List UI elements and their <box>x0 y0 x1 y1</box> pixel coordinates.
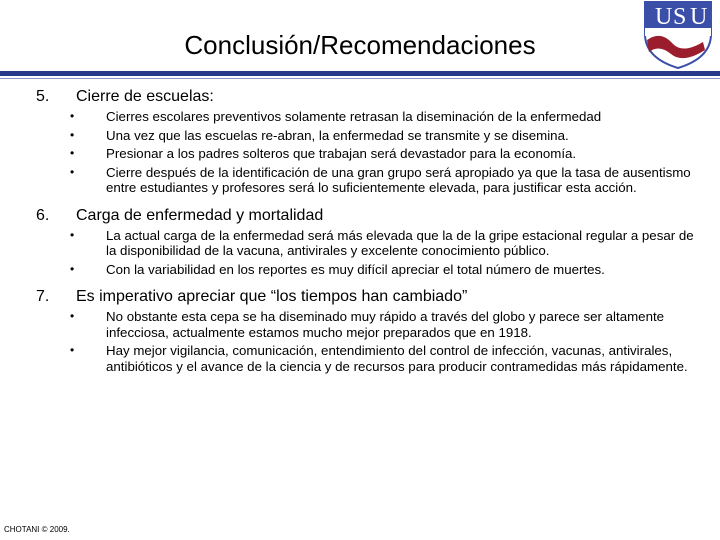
list-item: • Hay mejor vigilancia, comunicación, entendimiento del control de infección, vacunas, antivirales, antibióticos y el avance de la ciencia y de recursos para producir contramedidas más rápidamente. <box>36 343 696 374</box>
section-number: 7. <box>36 288 50 305</box>
slide-title: Conclusión/Recomendaciones <box>184 30 536 60</box>
bullet-list <box>36 309 696 374</box>
section-heading: Cierre de escuelas: <box>76 88 214 105</box>
list-item: • Una vez que las escuelas re-abran, la enfermedad se transmite y se disemina. <box>36 128 696 144</box>
logo-letter-u1: U <box>655 4 673 30</box>
section-number: 6. <box>36 206 50 224</box>
section-heading: Carga de enfermedad y mortalidad <box>76 206 324 224</box>
title-divider-thin <box>0 78 720 79</box>
slide-content <box>36 87 696 384</box>
footer-copyright: CHOTANI © 2009. <box>4 525 70 534</box>
list-item: • La actual carga de la enfermedad será más elevada que la de la gripe estacional regular a pesar de la disponibilidad de la vacuna, antivirales y excelente conocimiento público. <box>36 228 696 259</box>
section-heading: Es imperativo apreciar que “los tiempos han cambiado” <box>76 288 468 305</box>
section-times-changed <box>36 287 696 374</box>
list-item: • Con la variabilidad en los reportes es muy difícil apreciar el total número de muertes. <box>36 262 696 278</box>
bullet-icon: • <box>70 227 75 242</box>
section-number: 5. <box>36 88 50 105</box>
section-disease-burden <box>36 206 696 278</box>
bullet-list <box>36 109 696 196</box>
bullet-icon: • <box>70 261 75 276</box>
list-item: • Cierres escolares preventivos solamente retrasan la diseminación de la enfermedad <box>36 109 696 125</box>
bullet-icon: • <box>70 127 75 142</box>
list-item: • No obstante esta cepa se ha diseminado muy rápido a través del globo y parece ser altamente infecciosa, actualmente estamos mucho mejor preparados que en 1918. <box>36 309 696 340</box>
title-divider <box>0 71 720 76</box>
bullet-icon: • <box>70 146 75 160</box>
bullet-icon: • <box>70 343 75 357</box>
bullet-icon: • <box>70 109 75 123</box>
logo-letter-u2: U <box>690 4 708 30</box>
section-school-closure <box>36 87 696 196</box>
bullet-list <box>36 228 696 278</box>
list-item: • Presionar a los padres solteros que trabajan será devastador para la economía. <box>36 146 696 162</box>
bullet-icon: • <box>70 309 75 323</box>
bullet-icon: • <box>70 164 75 179</box>
logo-letter-s: S <box>673 4 687 30</box>
list-item: • Cierre después de la identificación de una gran grupo será apropiado ya que la tasa de ausentismo entre estudiantes y profesores será lo suficientemente elevada, para justificar esta acción. <box>36 165 696 196</box>
